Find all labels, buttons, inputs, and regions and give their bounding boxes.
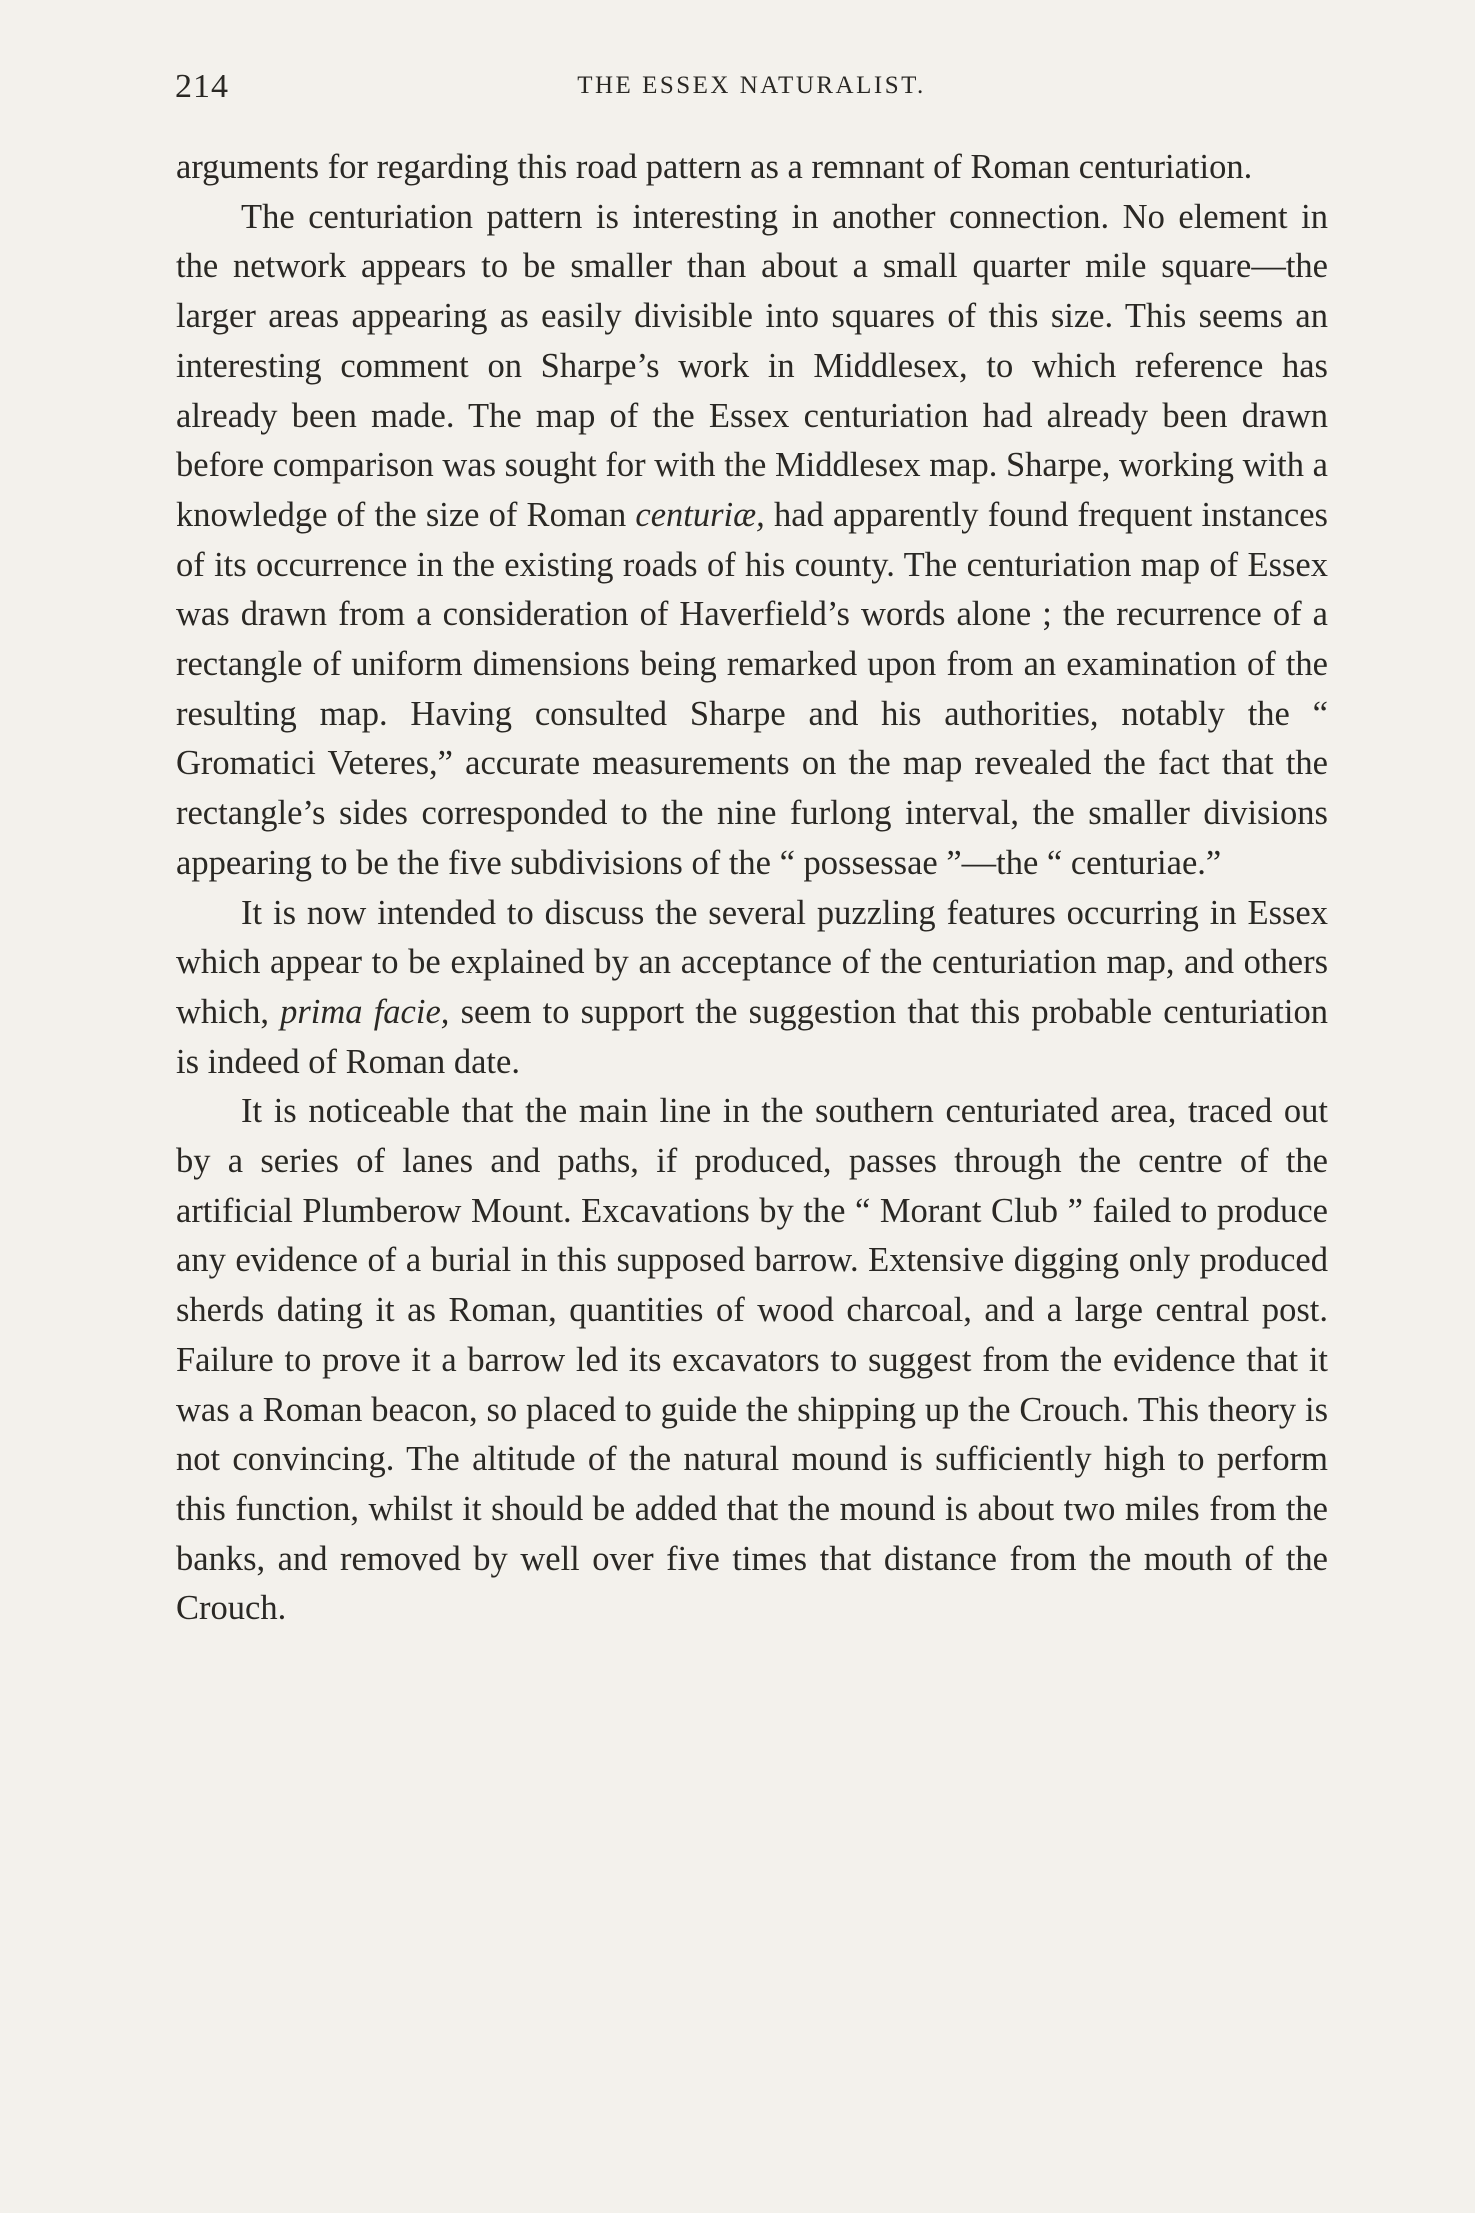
journal-title: THE ESSEX NATURALIST.: [577, 72, 926, 99]
paragraph-2: [176, 193, 1328, 889]
body-text: [176, 143, 1328, 1634]
paragraph-4-text: It is noticeable that the main line in the southern centuriated area, traced out by a series of lanes and paths, if produced, passes through the centre of the artificial Plumberow Mount. Excavations by the “ Morant Club ” failed to produce any evidence of a burial in this supposed barrow. Extensive digging only produced sherds dating it as Roman, quantities of wood charcoal, and a large central post. Failure to prove it a barrow led its excavators to suggest from the evidence that it was a Roman beacon, so placed to guide the shipping up the Crouch. This theory is not convincing. The altitude of the natural mound is sufficiently high to perform this function, whilst it should be added that the mound is about two miles from the banks, and removed by well over five times that distance from the mouth of the Crouch.: [176, 1092, 1328, 1628]
paragraph-2-italic-term: centuriæ,: [635, 495, 765, 534]
paragraph-2-text-a: The centuriation pattern is interesting in another connection. No element in the network appears to be smaller than about a small quarter mile square—the larger areas appearing as easily divisible into squares of this size. This seems an interesting comment on Sharpe’s work in Middlesex, to which reference has already been made. The map of the Essex centuriation had already been drawn before comparison was sought for with the Middlesex map. Sharpe, working with a knowledge of the size of Roman: [176, 197, 1328, 534]
paragraph-2-text-b: had apparently found frequent instances of its occurrence in the existing roads of his county. The centuriation map of Essex was drawn from a consideration of Haverfield’s words alone ; the recurrence of a rectangle of uniform dimensions being remarked upon from an examination of the resulting map. Having consulted Sharpe and his authorities, notably the “ Gromatici Veteres,” accurate measurements on the map revealed the fact that the rectangle’s sides corresponded to the nine furlong interval, the smaller divisions appearing to be the five subdivisions of the “ possessae ”—the “ centuriae.”: [176, 495, 1328, 882]
paragraph-3-text-a: It is now intended to discuss the several puzzling features occurring in Essex which appear to be explained by an acceptance of the centuriation map, and others which,: [176, 893, 1328, 1031]
paragraph-3-italic-term: prima facie,: [280, 992, 450, 1031]
paragraph-3-text-b: seem to support the suggestion that this probable centuriation is indeed of Roman date.: [176, 992, 1328, 1081]
paragraph-3: [176, 889, 1328, 1088]
paragraph-1: [176, 143, 1328, 193]
page-number: 214: [175, 68, 229, 105]
paragraph-1-text: arguments for regarding this road pattern as a remnant of Roman centuriation.: [176, 148, 1253, 186]
paragraph-4: [176, 1087, 1328, 1634]
running-head: [175, 68, 1328, 116]
